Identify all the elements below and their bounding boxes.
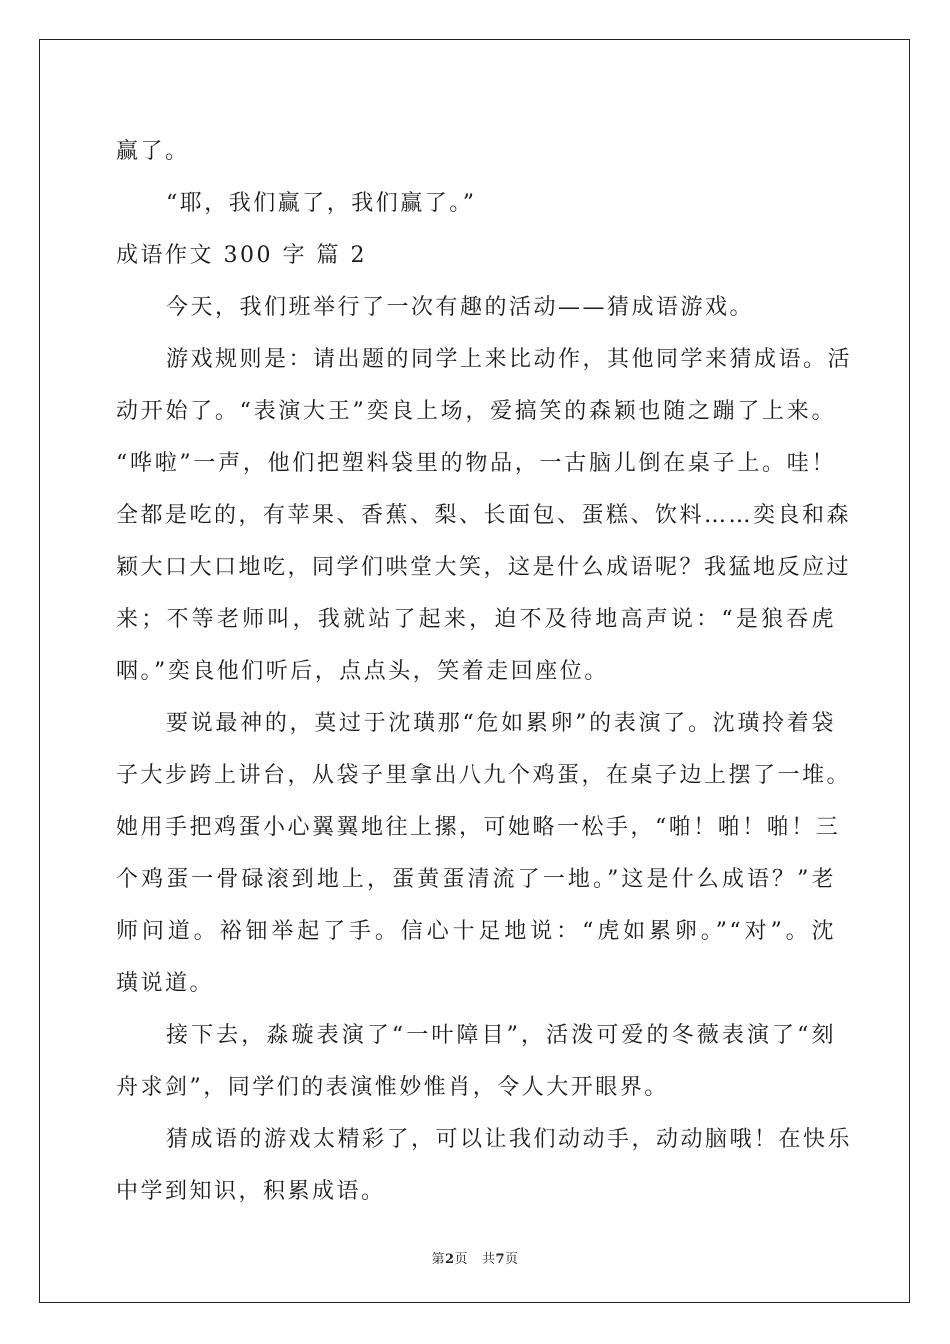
paragraph-line: 全都是吃的，有苹果、香蕉、梨、长面包、蛋糕、饮料……奕良和森: [116, 503, 852, 528]
paragraph-line: 舟求剑”，同学们的表演惟妙惟肖，令人大开眼界。: [116, 1075, 669, 1100]
section-heading: 成语作文 300 字 篇 2: [116, 243, 367, 268]
paragraph-line: 中学到知识，积累成语。: [116, 1179, 386, 1204]
page-number-prefix: 第: [431, 1252, 445, 1267]
paragraph-line: 动开始了。“表演大王”奕良上场，爱搞笑的森颖也随之蹦了上来。: [116, 399, 836, 424]
total-page-count: 7: [495, 1252, 506, 1267]
paragraph-line: “哗啦”一声，他们把塑料袋里的物品，一古脑儿倒在桌子上。哇！: [116, 451, 836, 476]
paragraph-line: 猜成语的游戏太精彩了，可以让我们动动手，动动脑哦！在快乐: [166, 1127, 853, 1152]
document-body: [116, 126, 853, 1218]
page-footer: [0, 1248, 950, 1267]
paragraph-line: 颖大口大口地吃，同学们哄堂大笑，这是什么成语呢？我猛地反应过: [116, 555, 852, 580]
total-pages-prefix: 共: [481, 1252, 496, 1267]
paragraph-line: 来；不等老师叫，我就站了起来，迫不及待地高声说：“是狼吞虎: [116, 607, 836, 632]
paragraph-line: 赢了。: [116, 139, 190, 164]
paragraph-line: 游戏规则是：请出题的同学上来比动作，其他同学来猜成语。活: [166, 347, 853, 372]
total-pages-suffix: 页: [505, 1252, 519, 1267]
paragraph-line: 子大步跨上讲台，从袋子里拿出八九个鸡蛋，在桌子边上摆了一堆。: [116, 763, 852, 788]
paragraph-line: 咽。”奕良他们听后，点点头，笑着走回座位。: [116, 659, 609, 684]
current-page-number: 2: [444, 1252, 455, 1267]
paragraph-line: 师问道。裕钿举起了手。信心十足地说：“虎如累卵。”“对”。沈: [116, 919, 836, 944]
paragraph-line: 她用手把鸡蛋小心翼翼地往上摞，可她略一松手，“啪！啪！啪！三: [116, 815, 841, 840]
page-number-suffix: 页: [454, 1252, 469, 1267]
paragraph-line: “耶，我们赢了，我们赢了。”: [166, 191, 477, 216]
paragraph-line: 璜说道。: [116, 971, 215, 996]
paragraph-line: 今天，我们班举行了一次有趣的活动——猜成语游戏。: [166, 295, 755, 320]
paragraph-line: 个鸡蛋一骨碌滚到地上，蛋黄蛋清流了一地。”这是什么成语？”老: [116, 867, 836, 892]
paragraph-line: 接下去，淼璇表演了“一叶障目”，活泼可爱的冬薇表演了“刻: [166, 1023, 836, 1048]
paragraph-line: 要说最神的，莫过于沈璜那“危如累卵”的表演了。沈璜拎着袋: [166, 711, 836, 736]
